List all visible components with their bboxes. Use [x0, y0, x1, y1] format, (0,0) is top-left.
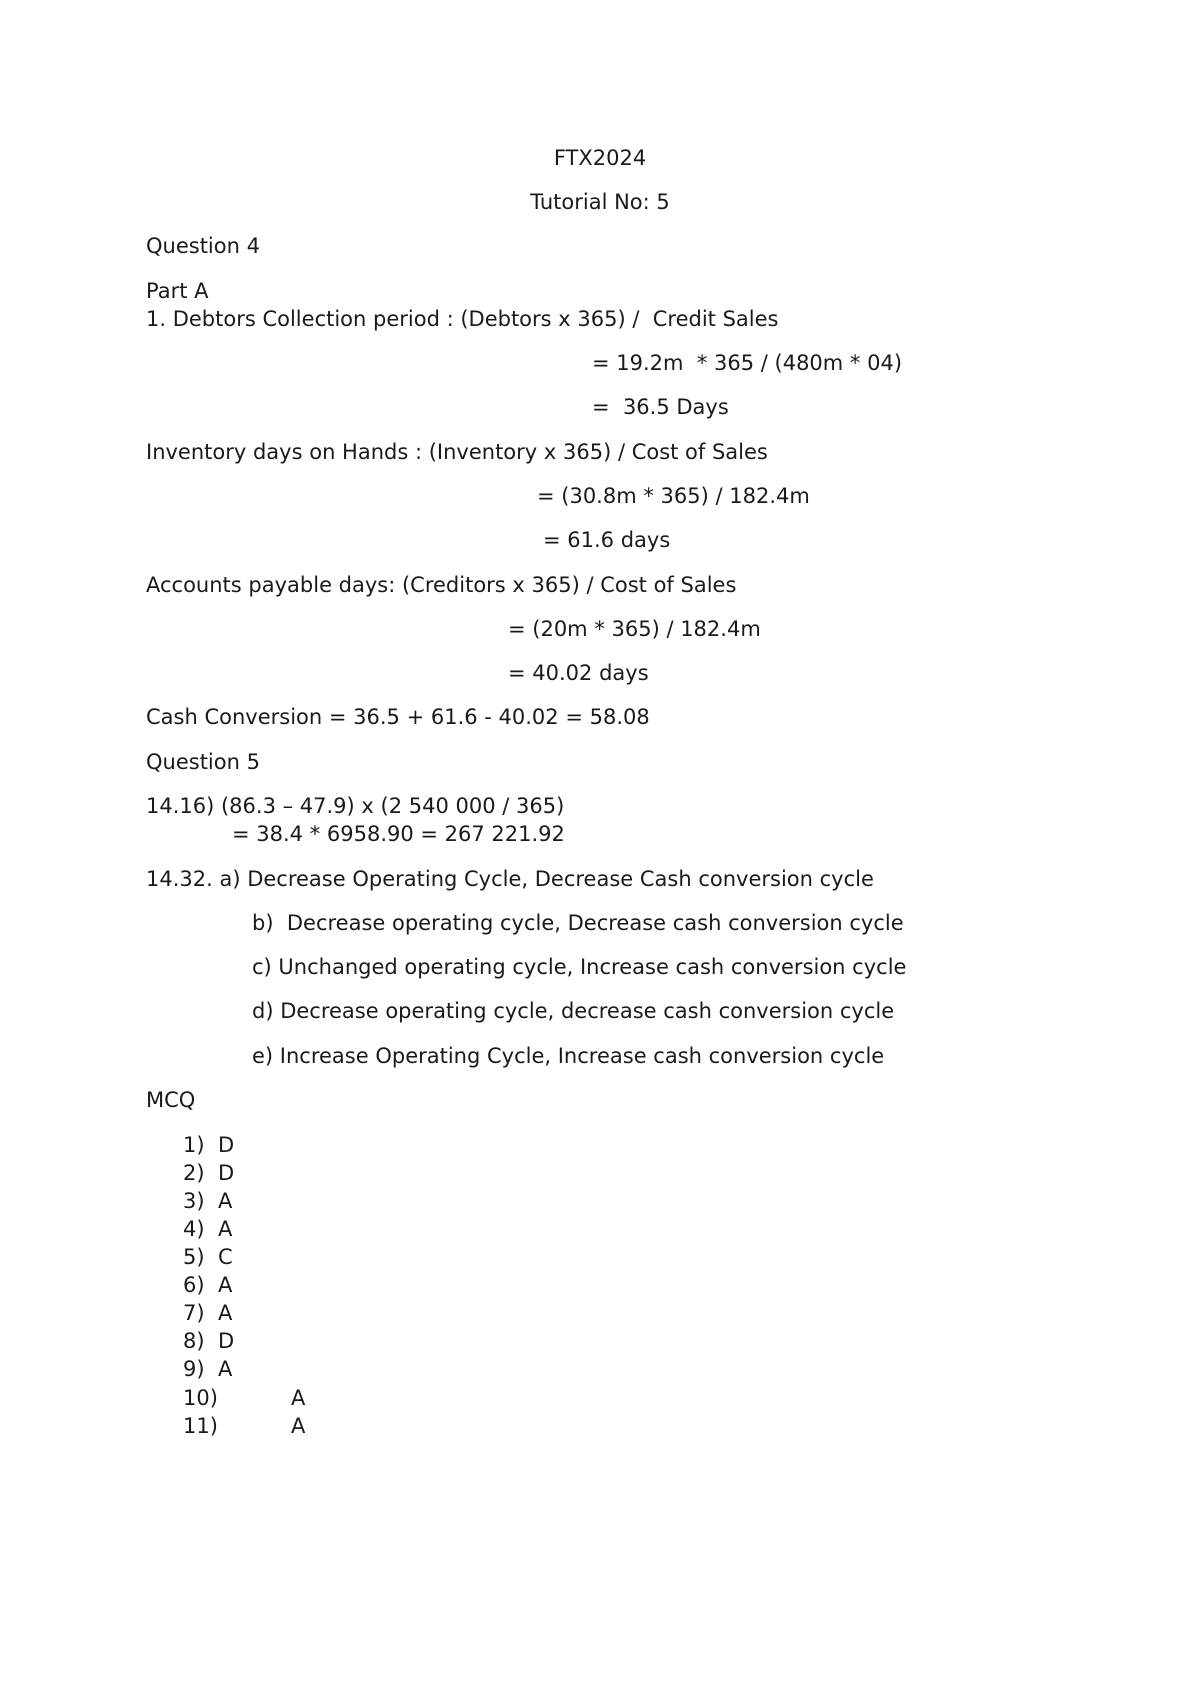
- q14-32-b: b) Decrease operating cycle, Decrease cash conversion cycle: [252, 911, 904, 935]
- mcq-answer: D: [218, 1133, 235, 1157]
- tutorial-title: Tutorial No: 5: [530, 190, 670, 214]
- question-5-heading: Question 5: [146, 750, 260, 774]
- debtors-formula: 1. Debtors Collection period : (Debtors x 365) / Credit Sales: [146, 307, 779, 331]
- payables-step: = (20m * 365) / 182.4m: [508, 617, 761, 641]
- mcq-number: 7): [183, 1301, 205, 1325]
- inventory-formula: Inventory days on Hands : (Inventory x 365) / Cost of Sales: [146, 440, 768, 464]
- mcq-answer: C: [218, 1245, 233, 1269]
- payables-result: = 40.02 days: [508, 661, 649, 685]
- mcq-answer: A: [218, 1357, 233, 1381]
- course-code: FTX2024: [553, 146, 647, 170]
- mcq-number: 1): [183, 1133, 205, 1157]
- inventory-result: = 61.6 days: [543, 528, 671, 552]
- mcq-answer: A: [291, 1414, 306, 1438]
- mcq-answer: A: [218, 1189, 233, 1213]
- mcq-number: 2): [183, 1161, 205, 1185]
- mcq-number: 5): [183, 1245, 205, 1269]
- mcq-number: 6): [183, 1273, 205, 1297]
- mcq-answer: A: [218, 1273, 233, 1297]
- q14-32-d: d) Decrease operating cycle, decrease cash conversion cycle: [252, 999, 895, 1023]
- mcq-answer: A: [218, 1217, 233, 1241]
- debtors-result: = 36.5 Days: [592, 395, 729, 419]
- cash-conversion: Cash Conversion = 36.5 + 61.6 - 40.02 = 58.08: [146, 705, 650, 729]
- q14-32-e: e) Increase Operating Cycle, Increase cash conversion cycle: [252, 1044, 885, 1068]
- part-a-heading: Part A: [146, 279, 209, 303]
- mcq-number: 4): [183, 1217, 205, 1241]
- mcq-answer: A: [291, 1386, 306, 1410]
- mcq-answer: A: [218, 1301, 233, 1325]
- q14-16-line1: 14.16) (86.3 – 47.9) x (2 540 000 / 365): [146, 794, 565, 818]
- mcq-number: 3): [183, 1189, 205, 1213]
- q14-32-c: c) Unchanged operating cycle, Increase cash conversion cycle: [252, 955, 907, 979]
- mcq-number: 11): [183, 1414, 218, 1438]
- mcq-answer: D: [218, 1161, 235, 1185]
- question-4-heading: Question 4: [146, 234, 260, 258]
- inventory-step: = (30.8m * 365) / 182.4m: [537, 484, 810, 508]
- mcq-answer: D: [218, 1329, 235, 1353]
- mcq-heading: MCQ: [146, 1088, 196, 1112]
- debtors-step: = 19.2m * 365 / (480m * 04): [592, 351, 903, 375]
- payables-formula: Accounts payable days: (Creditors x 365) / Cost of Sales: [146, 573, 737, 597]
- mcq-number: 10): [183, 1386, 218, 1410]
- mcq-number: 9): [183, 1357, 205, 1381]
- mcq-number: 8): [183, 1329, 205, 1353]
- q14-32-a: 14.32. a) Decrease Operating Cycle, Decrease Cash conversion cycle: [146, 867, 874, 891]
- q14-16-line2: = 38.4 * 6958.90 = 267 221.92: [232, 822, 565, 846]
